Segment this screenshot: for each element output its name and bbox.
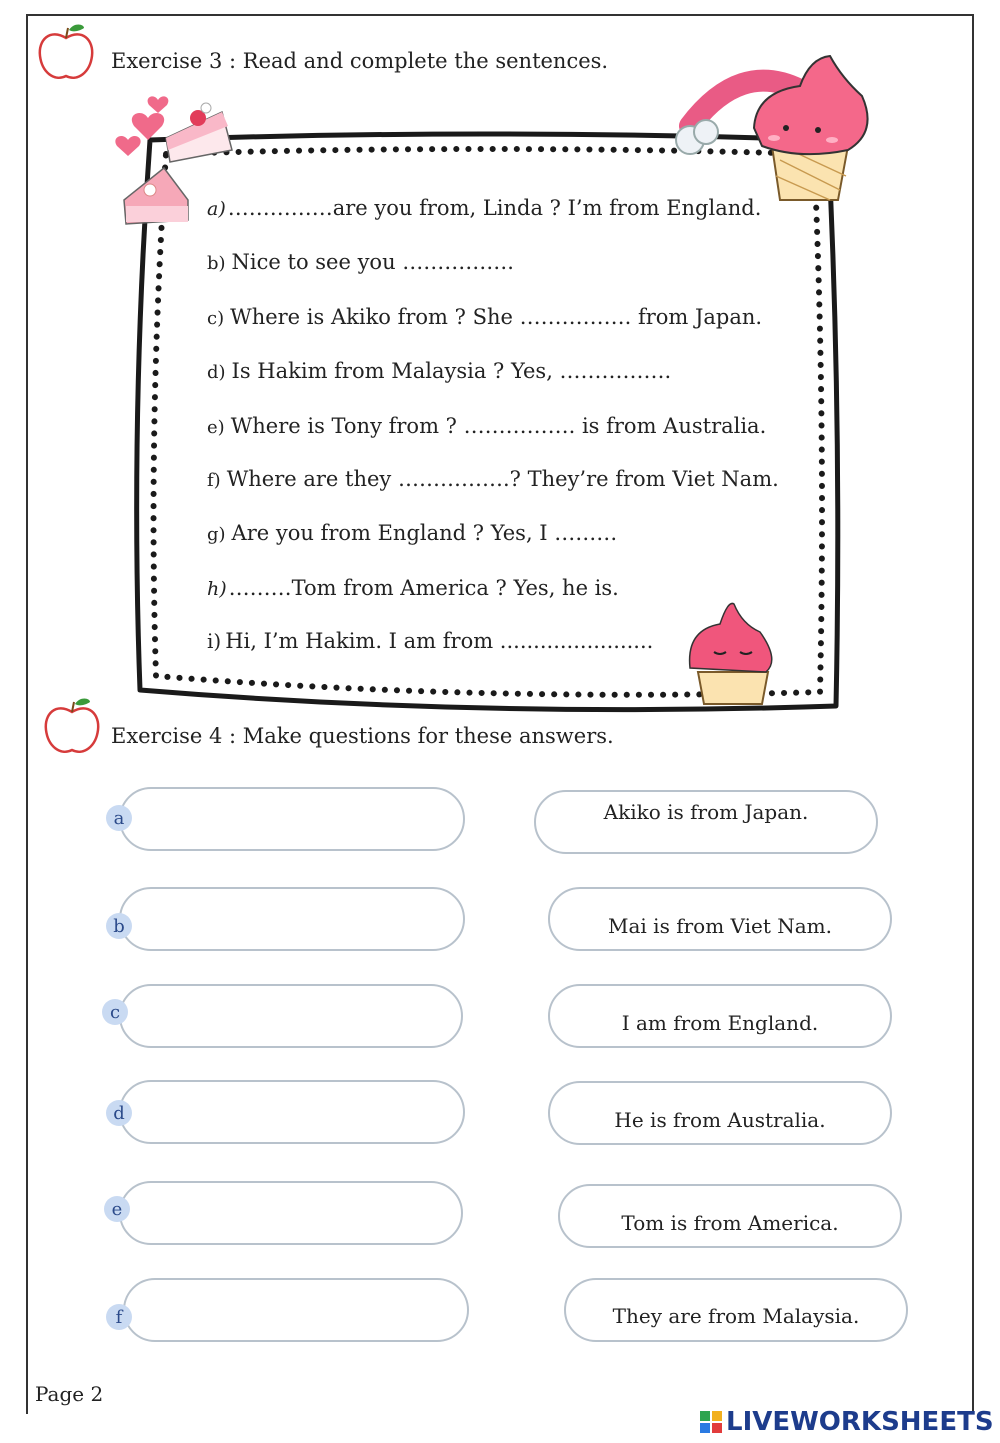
exercise3-heading: Exercise 3 : Read and complete the sentences.	[111, 49, 609, 73]
question-input-b[interactable]	[119, 887, 465, 951]
brand-name: LIVEWORKSHEETS	[726, 1407, 994, 1437]
question-input-field[interactable]	[153, 900, 431, 938]
page-number: Page 2	[35, 1382, 104, 1406]
cake-slice-icon	[166, 103, 232, 162]
exercise3-item-g: g) Are you from England ? Yes, I ………	[207, 521, 618, 545]
row-letter-badge: d	[106, 1100, 132, 1126]
answer-box-c: I am from England.	[548, 984, 892, 1048]
apple-icon	[36, 22, 96, 84]
question-input-c[interactable]	[119, 984, 463, 1048]
question-input-field[interactable]	[153, 1194, 429, 1232]
exercise4-heading: Exercise 4 : Make questions for these answers.	[111, 724, 614, 748]
exercise3-item-i: i) Hi, I’m Hakim. I am from .......................	[207, 629, 654, 653]
row-letter-badge: b	[106, 913, 132, 939]
answer-box-e: Tom is from America.	[558, 1184, 902, 1248]
exercise3-item-b: b) Nice to see you …………….	[207, 250, 514, 274]
exercise3-item-a: a)……………are you from, Linda ? I’m from England.	[207, 196, 762, 220]
row-letter-badge: e	[104, 1196, 130, 1222]
cupcake-icon	[690, 603, 772, 704]
question-input-field[interactable]	[153, 800, 431, 838]
question-input-field[interactable]	[157, 1291, 435, 1329]
heart-icon	[115, 96, 168, 156]
exercise3-item-d: d) Is Hakim from Malaysia ? Yes, …………….	[207, 359, 672, 383]
exercise3-item-e: e) Where is Tony from ? ……………. is from Australia.	[207, 414, 767, 438]
row-letter-badge: f	[106, 1304, 132, 1330]
row-letter-badge: a	[106, 805, 132, 831]
question-input-field[interactable]	[153, 997, 429, 1035]
question-input-d[interactable]	[119, 1080, 465, 1144]
answer-box-f: They are from Malaysia.	[564, 1278, 908, 1342]
answer-box-b: Mai is from Viet Nam.	[548, 887, 892, 951]
cake-slice-icon	[124, 168, 188, 224]
question-input-f[interactable]	[123, 1278, 469, 1342]
exercise3-item-h: h)………Tom from America ? Yes, he is.	[207, 576, 619, 600]
question-input-a[interactable]	[119, 787, 465, 851]
exercise3-item-c: c) Where is Akiko from ? She ……………. from Japan.	[207, 305, 763, 329]
liveworksheets-logo	[700, 1404, 994, 1440]
row-letter-badge: c	[102, 999, 128, 1025]
answer-box-d: He is from Australia.	[548, 1081, 892, 1145]
question-input-e[interactable]	[119, 1181, 463, 1245]
question-input-field[interactable]	[153, 1093, 431, 1131]
answer-box-a: Akiko is from Japan.	[534, 790, 878, 854]
brand-squares-icon	[700, 1411, 722, 1433]
apple-icon	[42, 696, 102, 758]
exercise3-item-f: f) Where are they …………….? They’re from Viet Nam.	[207, 467, 779, 491]
